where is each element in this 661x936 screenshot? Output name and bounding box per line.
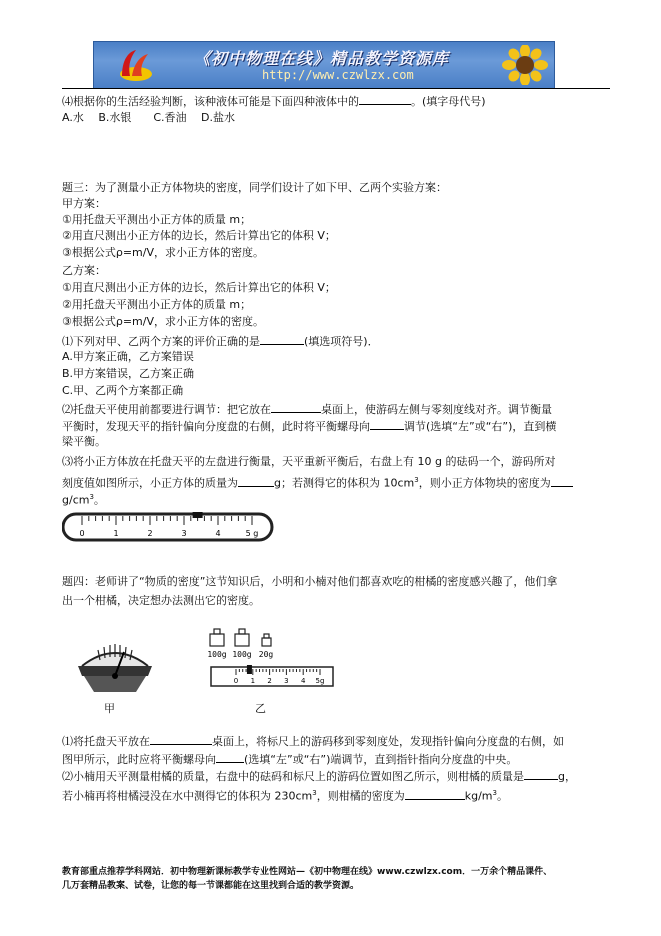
q3-choice: C.甲、乙两个方案都正确 xyxy=(62,384,184,397)
site-logo-icon xyxy=(114,46,154,84)
scale-tick-label: 2 xyxy=(267,677,272,685)
q3-sub3-unit: $g/cm^3$。 xyxy=(62,493,105,507)
q4-sub1-line1: ⑴将托盘天平放在 桌面上，将标尺上的游码移到零刻度处，发现指针偏向分度盘的右侧，如 xyxy=(62,735,564,748)
q3-plan-b-step: ①用直尺测出小正方体的边长，然后计算出它的体积 V； xyxy=(62,281,336,294)
scale-tick-label: 3 xyxy=(284,677,289,685)
q4-title-line1: 题四：老师讲了“物质的密度”这节知识后，小明和小楠对他们都喜欢吃的柑橘的密度感兴趣了，他们拿 xyxy=(62,575,558,588)
q3-plan-b-step: ②用托盘天平测出小正方体的质量 m； xyxy=(62,298,252,311)
q3-plan-b-step: ③根据公式ρ=m/V，求小正方体的密度。 xyxy=(62,315,265,328)
weight-label: 100g xyxy=(207,650,227,659)
q-prev-item4: ⑷根据你的生活经验判断，该种液体可能是下面四种液体中的 。(填字母代号) xyxy=(62,95,486,108)
scale-tick-label: 1 xyxy=(250,677,256,685)
q4-weights-figure xyxy=(206,626,278,660)
footer-line2: 几万套精品教案、试卷，让您的每一节课都能在这里找到合适的教学资源。 xyxy=(62,881,360,891)
banner-url: http://www.czwlzx.com xyxy=(262,68,414,82)
q4-rider-marker xyxy=(247,665,252,674)
q4-balance-pointer-figure xyxy=(72,636,158,694)
q3-plan-a-label: 甲方案： xyxy=(62,197,106,210)
q4-sub2-line1: ⑵小楠用天平测量柑橘的质量，右盘中的砝码和标尺上的游码位置如图乙所示，则柑橘的质量是 g， xyxy=(62,770,576,783)
q3-sub3-line1: ⑶将小正方体放在托盘天平的左盘进行衡量，天平重新平衡后，右盘上有 10 g 的砝码一个，游码所对 xyxy=(62,455,556,468)
q3-sub3-line2: 刻度值如图所示，小正方体的质量为 g；若测得它的体积为 $10cm^3$，则小正方体物块的密度为 xyxy=(62,473,573,491)
q3-sub2-line3: 梁平衡。 xyxy=(62,435,106,448)
scale-tick-label: 0 xyxy=(233,677,239,685)
q3-rider-scale-figure xyxy=(62,510,274,544)
q4-sub2-line2: 若小楠再将柑橘浸没在水中测得它的体积为 $230cm^3$，则柑橘的密度为 $kg/m^3$。 xyxy=(62,789,508,803)
scale-tick-label: 1 xyxy=(113,529,119,538)
scale-tick-label: 3 xyxy=(181,529,187,538)
q3-plan-a-step: ②用直尺测出小正方体的边长，然后计算出它的体积 V； xyxy=(62,229,336,242)
q4-fig-b-caption: 乙 xyxy=(255,702,266,715)
q3-rider-marker xyxy=(193,512,203,518)
q3-sub2-line2: 平衡时，发现天平的指针偏向分度盘的右侧，此时将平衡螺母向 调节(选填“左”或“右”)，直到横 xyxy=(62,420,557,433)
header-banner xyxy=(93,41,555,89)
q4-scale-figure xyxy=(210,664,334,688)
footer-line1: 教育部重点推荐学科网站．初中物理新课标教学专业性网站—《初中物理在线》www.czwlzx.com．一万余个精品课件、 xyxy=(62,867,553,877)
q3-plan-a-step: ③根据公式ρ=m/V，求小正方体的密度。 xyxy=(62,246,265,259)
q4-sub1-line2: 图甲所示，此时应将平衡螺母向 (选填“左”或“右”)端调节，直到指针指向分度盘的中央。 xyxy=(62,753,518,766)
scale-tick-label: 0 xyxy=(79,529,85,538)
q3-choice: B.甲方案错误，乙方案正确 xyxy=(62,367,195,380)
scale-tick-label: 5g xyxy=(315,677,325,685)
q3-plan-a-step: ①用托盘天平测出小正方体的质量 m； xyxy=(62,213,252,226)
scale-tick-label: 5 g xyxy=(245,529,259,538)
q3-sub1: ⑴下列对甲、乙两个方案的评价正确的是 (填选项符号)． xyxy=(62,335,379,348)
q3-plan-b-label: 乙方案： xyxy=(62,264,106,277)
scale-tick-label: 4 xyxy=(300,677,306,685)
weight-label: 100g xyxy=(232,650,252,659)
header-rule xyxy=(62,88,610,89)
q3-sub2-line1: ⑵托盘天平使用前都要进行调节：把它放在 桌面上，使游码左侧与零刻度线对齐。调节衡量 xyxy=(62,403,552,416)
q-prev-options: A.水 B.水银 C.香油 D.盐水 xyxy=(62,111,236,124)
q3-scale-bar xyxy=(63,514,272,540)
q3-choice: A.甲方案正确，乙方案错误 xyxy=(62,350,194,363)
banner-title: 《初中物理在线》精品教学资源库 xyxy=(194,49,450,68)
scale-tick-label: 2 xyxy=(147,529,153,538)
q3-title: 题三：为了测量小正方体物块的密度，同学们设计了如下甲、乙两个实验方案： xyxy=(62,181,447,194)
weight-label: 20g xyxy=(258,650,274,659)
q4-title-line2: 出一个柑橘，决定想办法测出它的密度。 xyxy=(62,594,260,607)
sunflower-icon xyxy=(500,45,550,85)
q4-fig-a-caption: 甲 xyxy=(104,702,115,715)
scale-tick-label: 4 xyxy=(215,529,221,538)
